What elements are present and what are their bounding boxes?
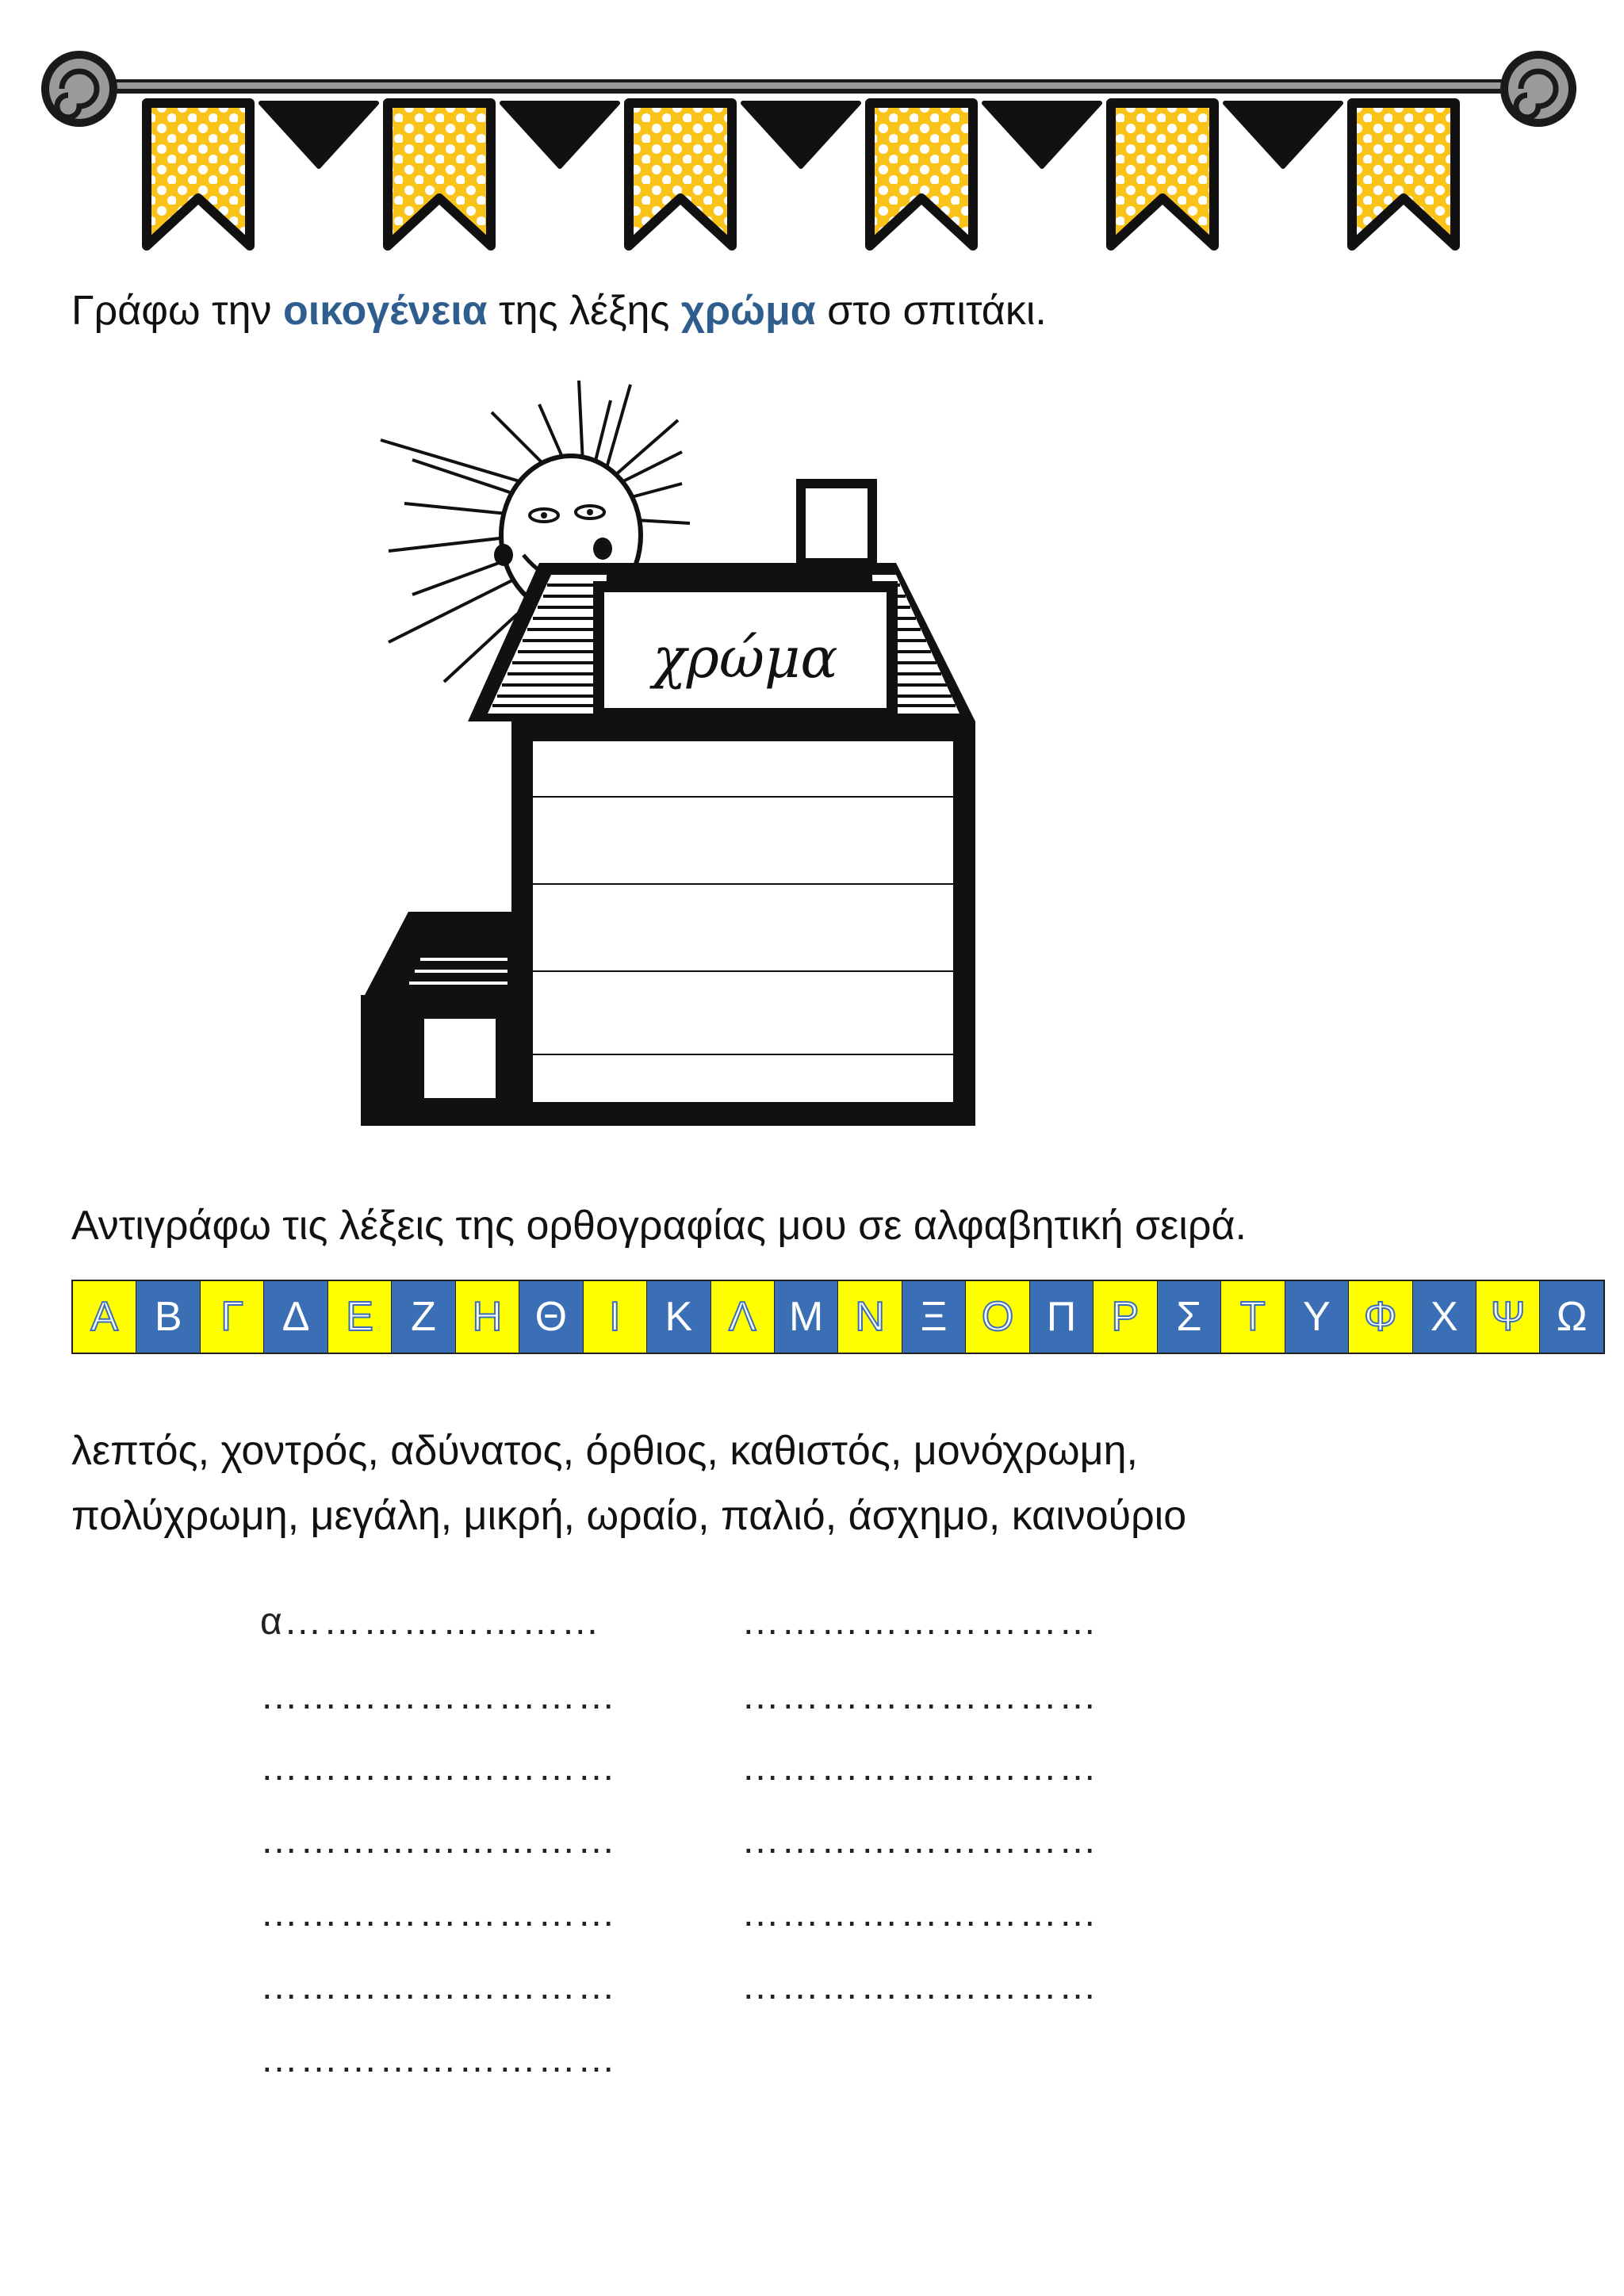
- alphabet-letter: Ξ: [902, 1281, 966, 1353]
- bunting-flag-yellow: [388, 103, 491, 246]
- alphabet-letter: Τ: [1221, 1281, 1285, 1353]
- bunting-flag-yellow: [629, 103, 732, 246]
- answer-line-5-right: ………………………: [741, 1892, 1098, 1934]
- word-list-line-2: πολύχρωμη, μεγάλη, μικρή, ωραίο, παλιό, άσχημο, καινούριο: [71, 1493, 1187, 1539]
- bunting-flag-black: [984, 103, 1100, 166]
- bunting-flag-yellow: [1352, 103, 1455, 246]
- bunting-flag-black: [261, 103, 377, 166]
- alphabet-letter: Ρ: [1094, 1281, 1157, 1353]
- bunting-flag-yellow: [870, 103, 973, 246]
- answer-line-4-right: ………………………: [741, 1820, 1098, 1862]
- word-list-line-1: λεπτός, χοντρός, αδύνατος, όρθιος, καθιστός, μονόχρωμη,: [71, 1428, 1138, 1474]
- alphabet-letter: Ω: [1540, 1281, 1603, 1353]
- instruction-family: Γράφω την οικογένεια της λέξης χρώμα στο σπιτάκι.: [71, 288, 1047, 334]
- alphabet-letter: Χ: [1413, 1281, 1477, 1353]
- highlight-word: χρώμα: [680, 288, 816, 334]
- alphabet-letter: Θ: [519, 1281, 583, 1353]
- answer-line-2-right: ………………………: [741, 1675, 1098, 1717]
- alphabet-letter: Σ: [1158, 1281, 1221, 1353]
- alphabet-letter: Η: [456, 1281, 519, 1353]
- bunting-flag-black: [1225, 103, 1341, 166]
- house-sun-illustration: [357, 365, 1023, 1158]
- alphabet-letter: Ε: [328, 1281, 392, 1353]
- answer-line-1-right: ………………………: [741, 1601, 1098, 1643]
- answer-line-3-right: ………………………: [741, 1747, 1098, 1789]
- answer-line-5-left: ………………………: [260, 1892, 617, 1934]
- alphabet-letter: Ν: [838, 1281, 902, 1353]
- answer-line-6-left: ………………………: [260, 1965, 617, 2007]
- rod-end-right: [1500, 51, 1576, 127]
- alphabet-letter: Α: [73, 1281, 136, 1353]
- highlight-family: οικογένεια: [282, 288, 488, 334]
- chimney: [801, 484, 872, 563]
- alphabet-letter: Κ: [647, 1281, 710, 1353]
- alphabet-letter: Μ: [775, 1281, 838, 1353]
- answer-line-4-left: ………………………: [260, 1820, 617, 1862]
- answer-line-1-left: α……………………: [260, 1601, 601, 1643]
- bunting-flag-black: [502, 103, 618, 166]
- answer-line-2-left: ………………………: [260, 1675, 617, 1717]
- alphabet-letter: Ο: [966, 1281, 1029, 1353]
- bunting-flag-black: [743, 103, 859, 166]
- bunting-flag-yellow: [147, 103, 250, 246]
- instruction-alphabetical: Αντιγράφω τις λέξεις της ορθογραφίας μου σε αλφαβητική σειρά.: [71, 1203, 1247, 1249]
- answer-line-7-left: ………………………: [260, 2038, 617, 2080]
- alphabet-letter: Γ: [201, 1281, 264, 1353]
- greek-alphabet-strip: [71, 1280, 1605, 1354]
- annex-window: [424, 1019, 496, 1098]
- rod-end-left: [41, 51, 117, 127]
- alphabet-letter: Δ: [264, 1281, 327, 1353]
- alphabet-letter: Φ: [1349, 1281, 1412, 1353]
- answer-line-3-left: ………………………: [260, 1747, 617, 1789]
- alphabet-letter: Β: [136, 1281, 200, 1353]
- house-sign-word: χρώμα: [653, 626, 838, 691]
- bunting-flag-yellow: [1111, 103, 1214, 246]
- alphabet-letter: Ψ: [1477, 1281, 1540, 1353]
- alphabet-letter: Λ: [711, 1281, 775, 1353]
- alphabet-letter: Υ: [1285, 1281, 1349, 1353]
- alphabet-letter: Ζ: [392, 1281, 455, 1353]
- alphabet-letter: Π: [1030, 1281, 1094, 1353]
- alphabet-letter: Ι: [584, 1281, 647, 1353]
- answer-line-6-right: ………………………: [741, 1965, 1098, 2007]
- bunting-banner: [32, 40, 1586, 262]
